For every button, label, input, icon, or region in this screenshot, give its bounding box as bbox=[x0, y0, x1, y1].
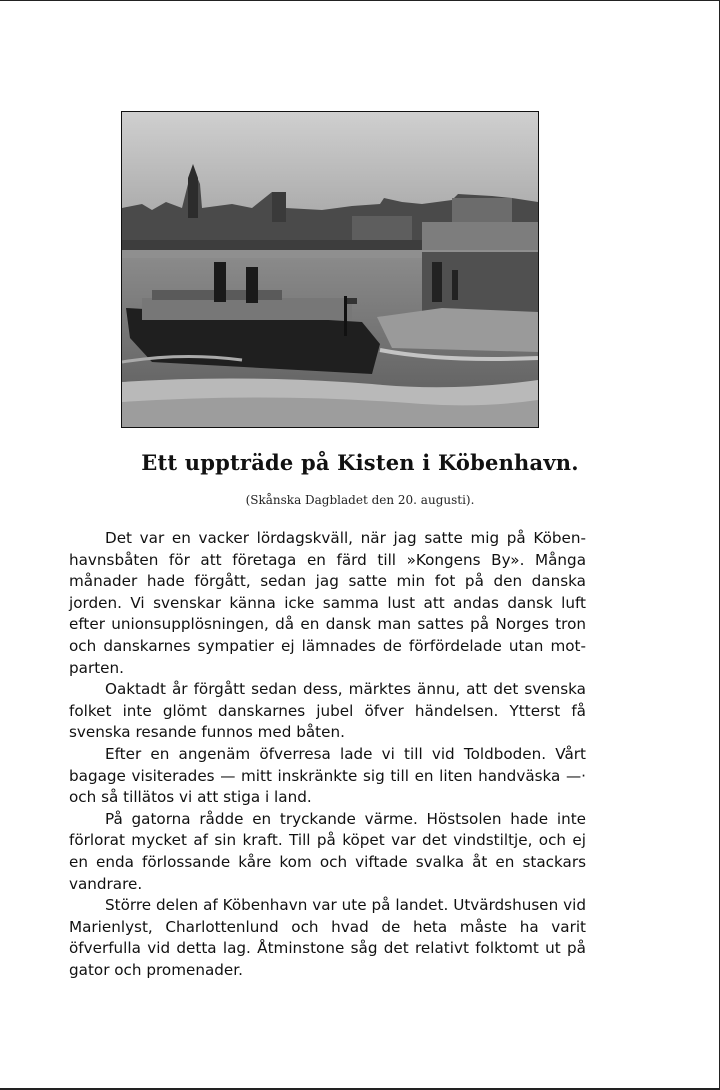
paragraph: Större delen af Köbenhavn var ute på landet. Utvärdshusen vid Marienlyst, Charlottenlund och hvad de heta måste ha varit öfverfulla vid detta lag. Åtminstone såg det relativt folktomt ut på gator och promenader. bbox=[69, 896, 586, 979]
paragraph: Efter en angenäm öfverresa lade vi till vid Toldboden. Vårt bagage visiterades — mitt inskränkte sig till en liten handväska —· och så tillätos vi att stiga i land. bbox=[69, 744, 586, 807]
paragraph: På gatorna rådde en tryckande värme. Höstsolen hade inte förlorat mycket af sin kraft. Till på köpet var det vindstiltje, och ej en enda förlossande kåre kom och viftade svalka åt en stackars vandrare. bbox=[69, 809, 586, 893]
article-source: (Skånska Dagbladet den 20. augusti). bbox=[245, 493, 475, 507]
paragraph: Det var en vacker lördagskväll, när jag satte mig på Köbenhavnsbåten för att företaga en färd till »Kongens By». Många månader hade förgått, sedan jag satte min fot på den danska jorden. Vi svenskar känna icke samma lust att andas dansk luft efter unionsupplösningen, då en dansk man sattes på Norges tron och danskarnes sympatier ej lämnades de förfördelade utan motparten. bbox=[69, 529, 586, 677]
harbor-photo-illustration bbox=[122, 112, 538, 427]
harbor-photo bbox=[121, 111, 539, 428]
article-title: Ett uppträde på Kisten i Köbenhavn. bbox=[141, 450, 579, 475]
article-body bbox=[69, 528, 586, 981]
paragraph: Oaktadt år förgått sedan dess, märktes ännu, att det svenska folket inte glömt danskarnes jubel öfver händelsen. Ytterst få svenska resande funnos med båten. bbox=[69, 680, 586, 742]
